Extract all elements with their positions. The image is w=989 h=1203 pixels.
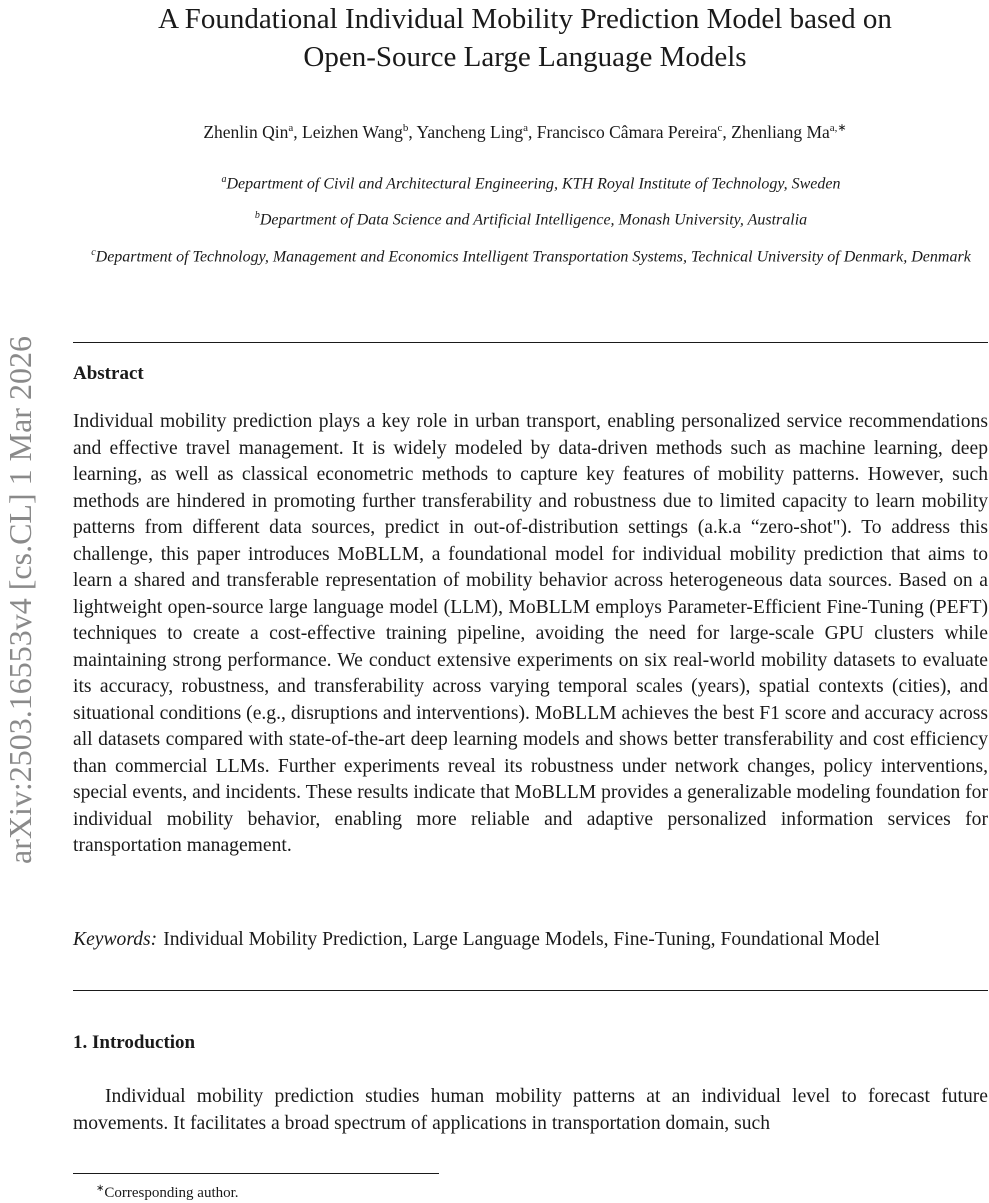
abstract-heading: Abstract — [73, 363, 144, 384]
abstract-bottom-rule — [73, 990, 988, 991]
author: Zhenlin Qin$^a$ — [203, 121, 294, 142]
introduction-text: Individual mobility prediction studies human mobility patterns at an individual level to forecast future movements. It facilitates a broad spectrum of applications in transportation domain, such — [73, 1086, 988, 1134]
author: Zhenliang $Ma^{a,∗}$ — [731, 121, 847, 142]
footnote: ∗Corresponding author. — [96, 1183, 239, 1201]
paper-title — [60, 0, 989, 76]
author: Francisco Câmara Pereira$^c$ — [536, 121, 723, 142]
author: Leizhen Wang$^b$ — [302, 121, 409, 142]
abstract-top-rule — [73, 342, 988, 343]
affiliation: $^a$Department of Civil and Architectural Engineering, KTH Royal Institute of Technology, Sweden — [221, 174, 841, 193]
keywords — [73, 927, 988, 954]
affiliation: $^b$Department of Data Science and Artificial Intelligence, Monash University, Australia — [254, 210, 808, 229]
title-line-1: A Foundational Individual Mobility Prediction Model based on — [158, 3, 892, 35]
keywords-label: Keywords: — [73, 929, 158, 950]
affiliation: $^c$Department of Technology, Management and Economics Intelligent Transportation Systems, Technical University of Denmark, Denmark — [91, 246, 971, 265]
affiliations — [72, 169, 989, 278]
abstract-text: Individual mobility prediction plays a key role in urban transport, enabling personalized service recommendations and effective travel management. It is widely modeled by data-driven methods such as machine learning, deep learning, as well as classical econometric methods to capture key features of mobility patterns. However, such methods are hindered in promoting further transferability and robustness due to limited capacity to learn mobility patterns from different data sources, predict in out-of-distribution settings (a.k.a “zero-shot"). To address this challenge, this paper introduces MoBLLM, a foundational model for individual mobility prediction that aims to learn a shared and transferable representation of mobility behavior across heterogeneous data sources. Based on a lightweight open-source large language model (LLM), MoBLLM employs Parameter-Efficient Fine-Tuning (PEFT) techniques to create a cost-effective training pipeline, avoiding the need for large-scale GPU clusters while maintaining strong performance. We conduct extensive experiments on six real-world mobility datasets to evaluate its accuracy, robustness, and transferability across varying temporal scales (years), spatial contexts (cities), and situational conditions (e.g., disruptions and interventions). MoBLLM achieves the best F1 score and accuracy across all datasets compared with state-of-the-art deep learning models and shows better transferability and cost efficiency than commercial LLMs. Further experiments reveal its robustness under network changes, policy interventions, special events, and incidents. These results indicate that MoBLLM provides a generalizable modeling foundation for individual mobility behavior, enabling more reliable and adaptive personalized information services for transportation management. — [73, 411, 988, 856]
introduction-heading: 1. Introduction — [73, 1032, 196, 1053]
arxiv-identifier: arXiv:2503.16553v4 [cs.CL] 1 Mar 2026 — [2, 336, 38, 864]
keywords-text: Individual Mobility Prediction, Large Language Models, Fine-Tuning, Foundational Model — [163, 929, 880, 950]
footnote-rule — [73, 1173, 439, 1174]
title-line-2: Open-Source Large Language Models — [303, 41, 747, 73]
author-list: Zhenlin Qin$^a$, Leizhen Wang$^b$, Yancheng Ling$^a$, Francisco Câmara Pereira$^c$, Zhenliang $Ma^{a,∗}$ — [203, 121, 847, 142]
author: Yancheng Ling$^a$ — [416, 121, 528, 142]
